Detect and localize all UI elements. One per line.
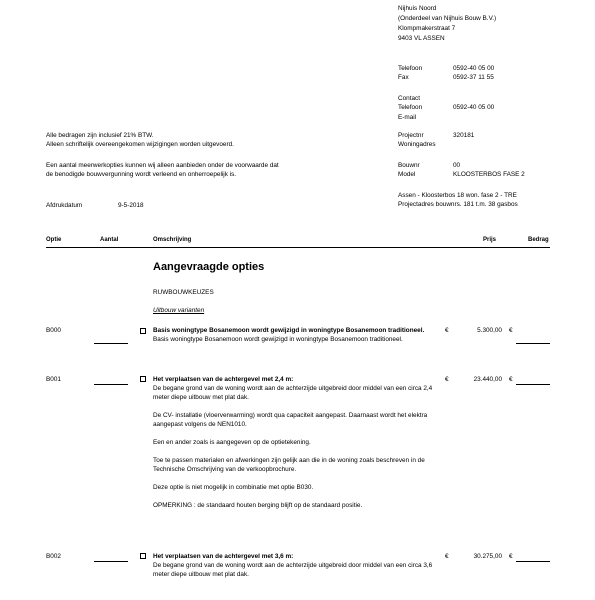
option-checkbox[interactable] [140,328,146,334]
phone-label: Telefoon [398,65,423,72]
option-body-paragraph: Een en ander zoals is aangegeven op de optietekening. [153,439,311,446]
amount-currency: € [509,327,513,334]
option-checkbox[interactable] [140,376,146,382]
option-title: Het verplaatsen van de achtergevel met 3,6 m: [153,553,294,560]
bouwnr-value: 00 [453,162,461,169]
amount-field[interactable] [516,343,550,344]
company-postal: 9403 VL ASSEN [398,35,445,42]
contact-email-label: E-mail [398,114,417,121]
option-title: Het verplaatsen van de achtergevel met 2,4 m: [153,376,294,383]
option-code: B002 [46,553,61,560]
header-option: Optie [46,237,62,243]
contact-heading: Contact [398,95,421,102]
project-description-1: Assen - Kloosterbos 18 won. fase 2 - TRE [398,192,517,199]
option-code: B001 [46,376,61,383]
company-name: Nijhuis Noord [398,5,437,12]
amount-currency: € [509,376,513,383]
company-parent: (Onderdeel van Nijhuis Bouw B.V.) [398,15,497,22]
model-value: KLOOSTERBOS FASE 2 [453,171,525,178]
print-date-value: 9-5-2018 [118,202,144,209]
option-body-paragraph: OPMERKING : de standaard houten berging blijft op de standaard positie. [153,502,363,509]
notice-permit-1: Een aantal meerwerkopties kunnen wij alleen aanbieden onder de voorwaarde dat [46,162,279,169]
contact-phone-value: 0592-40 05 00 [453,104,495,111]
option-checkbox[interactable] [140,553,146,559]
option-price: 23.440,00 [473,376,502,383]
contact-phone-label: Telefoon [398,104,423,111]
model-label: Model [398,171,416,178]
option-body-paragraph: De begane grond van de woning wordt aan de achterzijde uitgebreid door middel van een circa 2,4 meter diepe uitbouw met plat dak. [153,385,433,401]
bouwnr-label: Bouwnr [398,162,420,169]
project-description-2: Projectadres bouwnrs. 181 t.m. 38 gasbos [398,201,518,208]
option-body-line: Basis woningtype Bosanemoon wordt gewijzigd in woningtype Bosanemoon traditioneel. [153,336,403,343]
option-code: B000 [46,327,61,334]
option-description [153,326,443,344]
project-value: 320181 [453,132,475,139]
option-title: Basis woningtype Bosanemoon wordt gewijzigd in woningtype Bosanemoon traditioneel. [153,327,425,334]
price-currency: € [445,553,449,560]
quantity-field[interactable] [94,384,128,385]
address-label: Woningadres [398,141,436,148]
notice-written: Alleen schriftelijk overeengekomen wijzigingen worden uitgevoerd. [46,141,234,148]
option-body-paragraph: De CV- installatie (vloerverwarming) wordt qua capaciteit aangepast. Daarnaast wordt het elektra aangepast volgens de NEN1010. [153,412,428,428]
header-qty: Aantal [100,237,119,243]
header-description: Omschrijving [153,237,192,243]
print-date-label: Afdrukdatum [46,202,83,209]
option-body-paragraph: De begane grond van de woning wordt aan de achterzijde uitgebreid door middel van een circa 3,6 meter diepe uitbouw met plat dak. [153,562,433,578]
price-currency: € [445,376,449,383]
fax-value: 0592-37 11 55 [453,74,494,81]
quantity-field[interactable] [94,343,128,344]
section-title: Aangevraagde opties [153,261,265,273]
amount-currency: € [509,553,513,560]
notice-vat: Alle bedragen zijn inclusief 21% BTW. [46,132,154,139]
fax-label: Fax [398,74,409,81]
header-amount: Bedrag [528,237,549,243]
notice-permit-2: de benodigde bouwvergunning wordt verleend en onherroepelijk is. [46,171,237,178]
price-currency: € [445,327,449,334]
header-rule [46,247,550,248]
option-price: 5.300,00 [477,327,502,334]
subcategory-heading: Uitbouw varianten [153,307,205,314]
company-street: Klompmakerstraat 7 [398,25,456,32]
header-price: Prijs [483,237,497,243]
option-description [153,375,443,510]
option-body-paragraph: Toe te passen materialen en afwerkingen zijn gelijk aan die in de woning zoals beschreven in de Technische Omschrijving van de verkoopbrochure. [153,457,425,473]
quantity-field[interactable] [94,561,128,562]
option-description [153,552,443,579]
project-label: Projectnr [398,132,424,139]
option-body-paragraph: Deze optie is niet mogelijk in combinatie met optie B030. [153,484,314,491]
amount-field[interactable] [516,384,550,385]
amount-field[interactable] [516,561,550,562]
category-heading: RUWBOUWKEUZES [153,289,214,296]
phone-value: 0592-40 05 00 [453,65,495,72]
option-price: 30.275,00 [473,553,502,560]
